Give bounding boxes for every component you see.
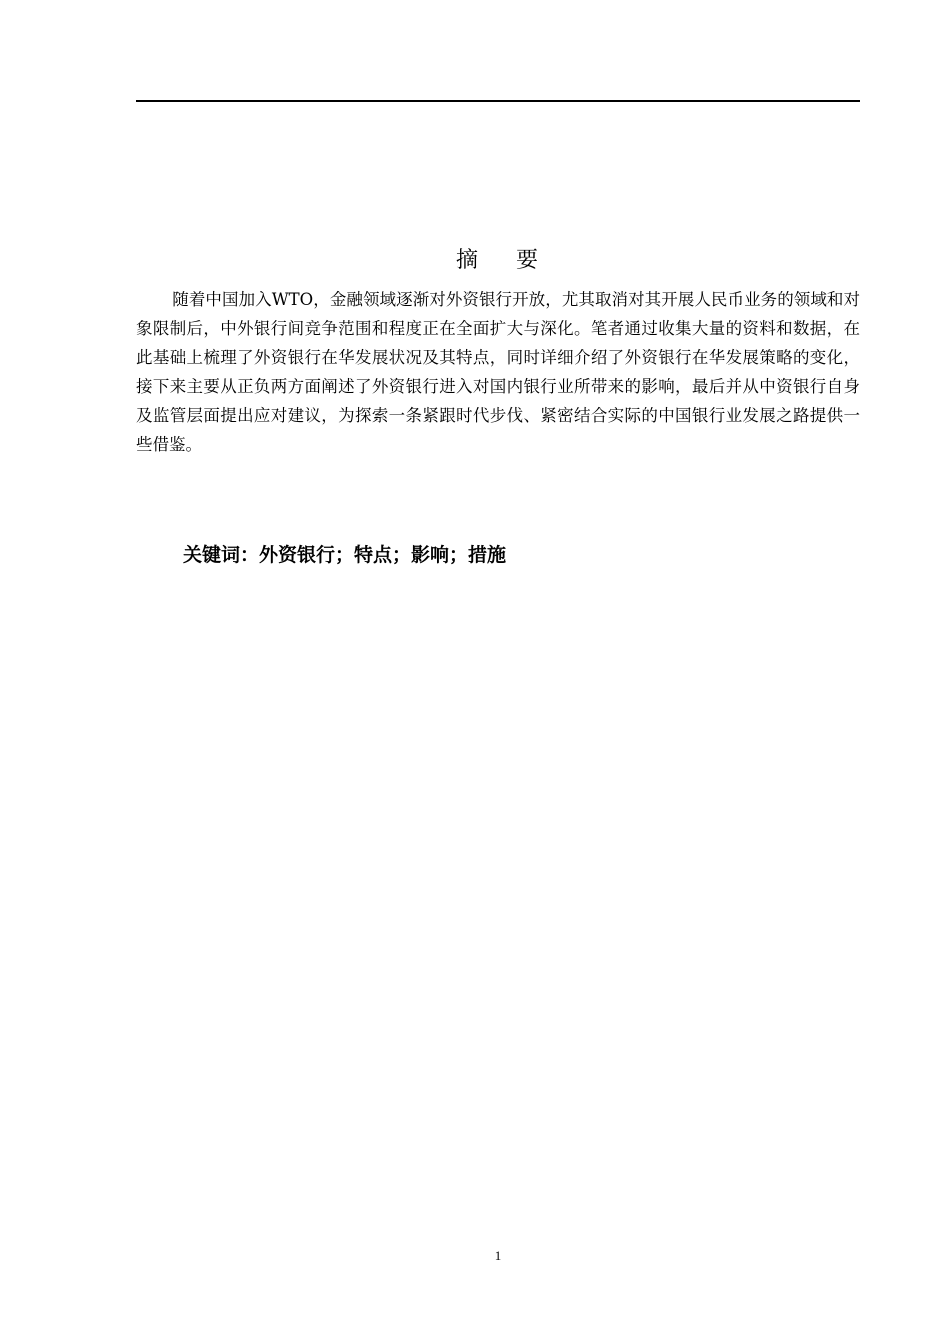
header-rule xyxy=(136,100,860,102)
abstract-body: 随着中国加入WTO，金融领域逐渐对外资银行开放，尤其取消对其开展人民币业务的领域和对象限制后，中外银行间竞争范围和程度正在全面扩大与深化。笔者通过收集大量的资料和数据，在此基础上梳理了外资银行在华发展状况及其特点，同时详细介绍了外资银行在华发展策略的变化，接下来主要从正负两方面阐述了外资银行进入对国内银行业所带来的影响，最后并从中资银行自身及监管层面提出应对建议，为探索一条紧跟时代步伐、紧密结合实际的中国银行业发展之路提供一些借鉴。 xyxy=(136,290,860,454)
keywords-line: 关键词：外资银行；特点；影响；措施 xyxy=(183,544,507,566)
abstract-heading: 摘 要 xyxy=(456,248,540,273)
page-number: 1 xyxy=(494,1248,502,1263)
